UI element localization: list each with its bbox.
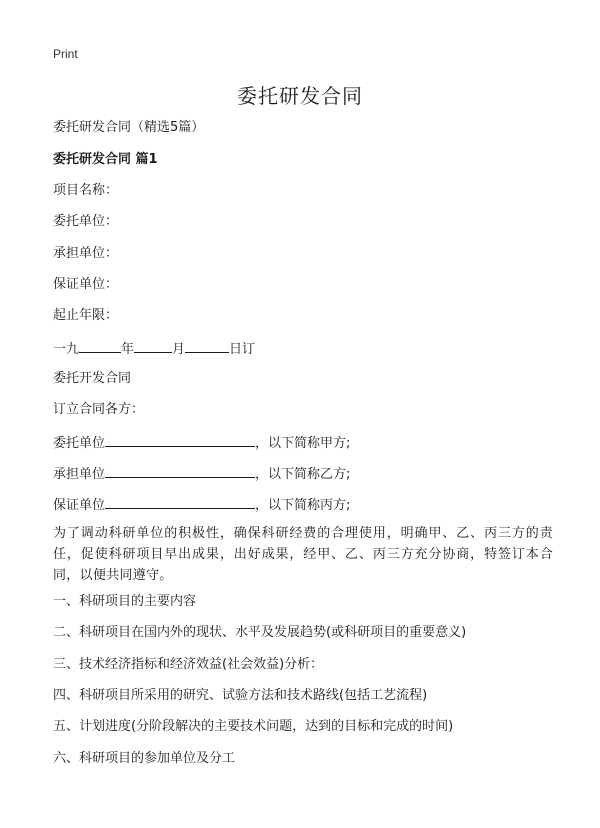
field-undertaking-unit: 承担单位： <box>53 246 119 261</box>
party-undertaker-label: 承担单位 <box>53 467 106 482</box>
party-undertaker-blank <box>105 464 255 478</box>
year-blank <box>79 339 121 353</box>
section-heading: 委托研发合同 篇1 <box>53 152 158 167</box>
party-guarantor-suffix: ，以下简称丙方; <box>255 498 351 513</box>
date-prefix: 一九 <box>53 342 80 357</box>
date-line <box>53 339 255 359</box>
item-4: 四、科研项目所采用的研究、试验方法和技术路线(包括工艺流程) <box>53 688 428 703</box>
party-client-blank <box>105 433 255 447</box>
party-guarantor-blank <box>105 495 255 509</box>
party-undertaker-suffix: ，以下简称乙方; <box>255 467 351 482</box>
date-day-signed: 日订 <box>229 342 256 357</box>
item-2: 二、科研项目在国内外的现状、水平及发展趋势(或科研项目的重要意义) <box>53 625 467 640</box>
party-client-label: 委托单位 <box>53 436 106 451</box>
party-client <box>53 433 350 453</box>
parties-line: 订立合同各方： <box>53 402 145 417</box>
party-guarantor <box>53 495 350 515</box>
document-title: 委托研发合同 <box>237 84 363 108</box>
party-guarantor-label: 保证单位 <box>53 498 106 513</box>
field-guarantee-unit: 保证单位： <box>53 277 119 292</box>
party-undertaker <box>53 464 350 484</box>
item-3: 三、技术经济指标和经济效益(社会效益)分析： <box>53 657 324 672</box>
date-month: 月 <box>172 342 186 357</box>
document-subtitle: 委托研发合同（精选5篇） <box>53 120 205 135</box>
field-duration: 起止年限： <box>53 308 119 323</box>
contract-line: 委托开发合同 <box>53 371 132 386</box>
party-client-suffix: ，以下简称甲方; <box>255 436 351 451</box>
item-5: 五、计划进度(分阶段解决的主要技术问题，达到的目标和完成的时间) <box>53 719 454 734</box>
date-year: 年 <box>121 342 135 357</box>
field-client-unit: 委托单位： <box>53 214 119 229</box>
field-project-name: 项目名称： <box>53 183 119 198</box>
month-blank <box>134 339 172 353</box>
intro-paragraph: 为了调动科研单位的积极性，确保科研经费的合理使用，明确甲、乙、丙三方的责任，促使科研项目早出成果，出好成果，经甲、乙、丙三方充分协商，特签订本合同，以便共同遵守。 <box>53 526 553 583</box>
item-6: 六、科研项目的参加单位及分工 <box>53 751 236 766</box>
day-blank <box>185 339 229 353</box>
item-1: 一、科研项目的主要内容 <box>53 594 197 609</box>
print-label[interactable]: Print <box>53 47 78 61</box>
